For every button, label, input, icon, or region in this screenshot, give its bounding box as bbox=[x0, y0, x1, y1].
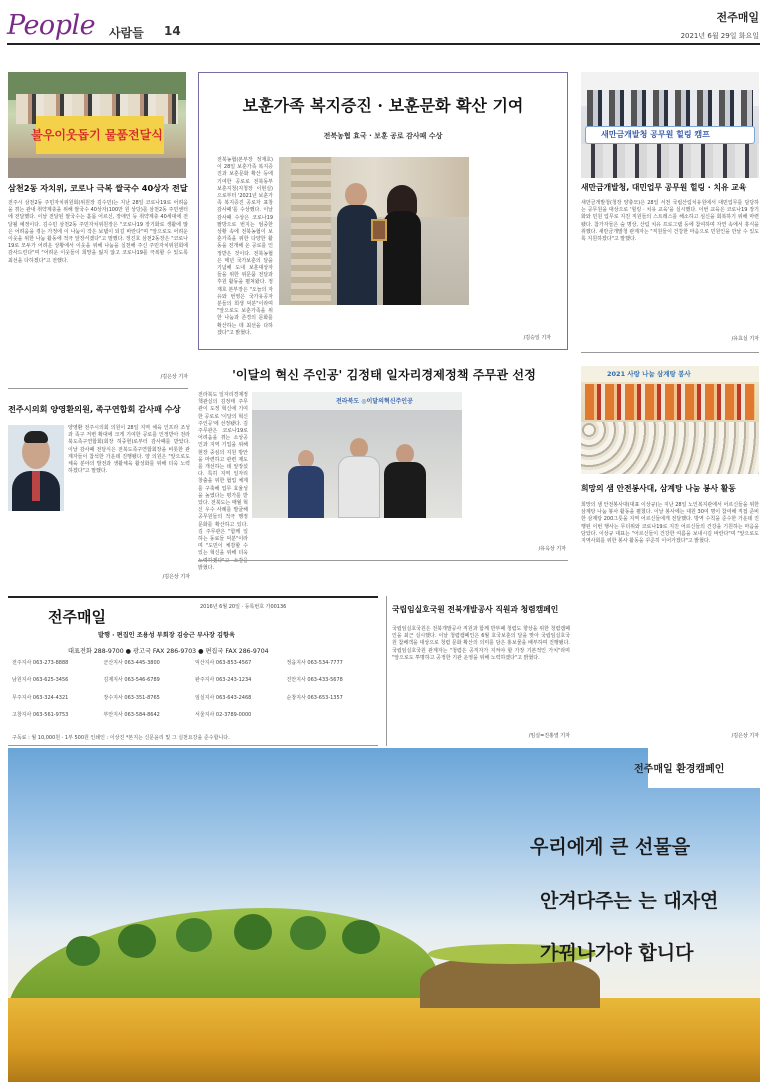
right-bottom-photo bbox=[581, 366, 759, 474]
left-mid-body: 양영환 전주시의회 의원이 28일 지역 체육 인프라 조성과 족구 저변 확대에 크게 기여한 공로를 인정받아 전라북도족구연합회(회장 허중현)로부터 감사패를 받았다. 이날 감사패 전달식은 전북도족구연합회장을 비롯한 관계자들이 참석한 가운데 진행됐다. 양 의원은 "앞으로도 체육 분야의 발전과 생활체육 활성화를 위해 더욱 노력하겠다"고 말했다. bbox=[68, 425, 190, 475]
office-entry: 군산지사 063-445-3800 bbox=[103, 660, 160, 666]
tree bbox=[290, 916, 326, 950]
campaign-line3: 가꿔나가야 합니다 bbox=[540, 942, 694, 964]
campaign-line1: 우리에게 큰 선물을 bbox=[530, 836, 691, 858]
divider bbox=[581, 352, 759, 353]
tree bbox=[176, 918, 212, 952]
office-entry: 임실지사 063-643-2468 bbox=[195, 694, 252, 701]
center-mid-photo bbox=[252, 392, 462, 518]
left-top-body: 전주시 삼천2동 주민자치위원회(위원장 김수민)는 지난 28일 코로나19로 어려움을 겪는 관내 취약계층을 위해 쌀국수 40상자(100만 원 상당)를 삼천2동 주민센터에 전달했다. 이날 전달된 쌀국수는 홀몸 어르신, 장애인 등 취약계층 40세대에 전달될 예정이다. 김수민 삼천2동 주민자치위원장은 "코로나19 장기화로 생활에 많은 어려움을 겪는 가정에 이 나눔이 작은 보탬이 되길 바란다"며 "앞으로도 어려운 이웃을 위한 나눔 활동에 적극 앞장서겠다"고 말했다. 정진호 삼천2동장은 "코로나19로 모두가 어려운 상황에서 이웃을 위해 나눔을 실천해 주신 주민자치위원회에 감사드린다"며 "어려운 이웃들이 희망을 잃지 않고 코로나19를 극복할 수 있도록 최선을 다하겠다"고 전했다. bbox=[8, 200, 188, 264]
office-entry: 김제지사 063-546-6789 bbox=[103, 677, 160, 684]
center-top-photo bbox=[279, 157, 469, 305]
center-mid-photo-banner: 전라북도 ◎이달의혁신주인공 bbox=[336, 398, 413, 405]
right-bottom-body: 희망의 샘 안전봉사대(대표 이상규)는 지난 28일 노인복지관에서 어르신들을 위한 삼계탕 나눔 봉사 활동을 펼쳤다. 이날 봉사에는 대원 30여 명이 참여해 직접 준비한 삼계탕 200그릇을 지역 어르신들에게 전달했다. 방역 수칙을 준수한 가운데 진행된 이번 행사는 무더위와 코로나19로 지친 어르신들의 건강을 기원하는 마음을 담았다. 이상규 대표는 "어르신들이 건강한 여름을 보내시길 바란다"며 "앞으로도 지역사회를 위한 봉사 활동을 꾸준히 이어가겠다"고 밝혔다. bbox=[581, 502, 759, 545]
left-top-byline: /김은상 기자 bbox=[160, 374, 188, 380]
right-bottom-byline: /김은상 기자 bbox=[731, 733, 759, 739]
center-top-box bbox=[198, 72, 568, 350]
office-entry: 고창지사 063-561-9753 bbox=[12, 711, 69, 718]
center-mid-headline: '이달의 혁신 주인공' 김정태 일자리경제정책 주무관 선정 bbox=[232, 368, 536, 382]
office-entry: 전주지사 063-273-8888 bbox=[12, 660, 69, 666]
center-bottom-body: 국립임실호국원은 전북개발공사 직원과 함께 반부패 청렴도 향상을 위한 청렴캠페인을 최근 실시했다. 이날 청렴캠페인은 6월 호국보훈의 달을 맞아 국립임실호국원 참배객을 대상으로 청렴 문화 확산의 의미를 담은 홍보물을 배부하며 진행됐다. 국립임실호국원 관계자는 "청렴은 공직자가 지켜야 할 가장 기본적인 가치"라며 "앞으로도 투명하고 공정한 기관 운영을 위해 노력하겠다"고 밝혔다. bbox=[392, 626, 570, 661]
masthead-line3: 대표전화 288-9700 ● 광고국 FAX 286-9703 ● 편집국 FAX 286-9704 bbox=[68, 648, 269, 655]
center-top-body: 전북농협(본부장 정재호)이 28일 보훈가족 복지증진과 보훈문화 확산 등에 기여한 공로로 전북동부보훈지청(지청장 이현실)으로부터 '2021년 보훈가족 복지증진 공로자 표창 감사패'를 수상했다. 이날 감사패 수상은 코로나19 팔방으로 번지는 엄중한 상황 속에 전북농협이 보훈가족을 위한 다양한 활동을 전개해 온 공로를 인정받은 것이다. 전북농협은 매년 국가보훈의 달을 기념해 도내 보훈대상자들을 위한 위문품 전달과 후원 활동을 펼쳐왔다. 정재호 본부장은 "오늘의 자유와 번영은 국가유공자 분들의 희생 덕분"이라며 "앞으로도 보훈가족을 위한 나눔과 존경의 문화를 확산하는 데 최선을 다하겠다"고 밝혔다. bbox=[217, 157, 273, 336]
office-entry: 순창지사 063-653-1357 bbox=[286, 694, 343, 701]
tree bbox=[342, 920, 380, 954]
masthead-box bbox=[8, 596, 378, 746]
left-mid-body-cont bbox=[8, 513, 190, 575]
right-top-headline: 새만금개발청, 대민업무 공무원 힐링 · 치유 교육 bbox=[581, 183, 747, 192]
center-mid-body-col3 bbox=[466, 392, 566, 518]
office-entry: 서울지사 02-3789-0000 bbox=[195, 711, 252, 718]
tree bbox=[66, 936, 100, 966]
center-mid-byline: /유옥상 기자 bbox=[538, 546, 566, 552]
paper-name: 전주매일 bbox=[716, 11, 759, 24]
office-entry: 무주지사 063-324-4321 bbox=[12, 694, 69, 701]
header bbox=[0, 0, 767, 48]
masthead-line2: 발행 · 편집인 조용성 부회장 김승근 부사장 김항욱 bbox=[98, 632, 235, 639]
header-date: 2021년 6월 29일 화요일 bbox=[680, 32, 759, 40]
left-mid-portrait bbox=[8, 425, 64, 511]
right-top-body: 새만금개발청(청장 양충모)은 28일 서천 국립산림치유원에서 대민업무를 담당하는 공무원을 대상으로 '힐링 · 치유 교육'을 실시했다. 이번 교육은 코로나19 장기화와 민원 업무로 지친 직원들의 스트레스를 해소하고 심신을 회복하기 위해 마련됐다. 참가자들은 숲 명상, 산림 치유 프로그램 등에 참여하며 자연 속에서 휴식을 취했다. 새만금개발청 관계자는 "직원들이 건강한 마음으로 민원인을 만날 수 있도록 지원하겠다"고 말했다. bbox=[581, 200, 759, 243]
left-top-photo bbox=[8, 72, 186, 178]
section-title-ko: 사람들 bbox=[109, 26, 144, 40]
masthead-offices bbox=[12, 660, 374, 728]
office-entry: 완주지사 063-243-1234 bbox=[195, 677, 252, 684]
center-top-subhead: 전북농협 효국 · 보훈 공로 감사패 수상 bbox=[323, 132, 443, 140]
center-top-headline: 보훈가족 복지증진 · 보훈문화 확산 기여 bbox=[242, 96, 524, 115]
page-number: 14 bbox=[164, 24, 181, 38]
office-entry: 부안지사 063-584-8642 bbox=[103, 711, 160, 718]
header-rule bbox=[7, 43, 760, 45]
masthead-footer: 구독료 : 월 10,000원 · 1부 500원 인쇄인 : 이상진 *본지는 신문윤리 및 그 실천요강을 준수합니다. bbox=[12, 735, 230, 741]
center-bottom-byline: /임실=진홍열 기자 bbox=[528, 733, 570, 739]
divider bbox=[198, 560, 568, 561]
tree bbox=[118, 924, 156, 958]
left-top-headline: 삼천2동 자치위, 코로나 극복 쌀국수 40상자 전달 bbox=[8, 183, 188, 193]
office-entry: 남원지사 063-625-3456 bbox=[12, 677, 69, 684]
divider bbox=[386, 596, 387, 746]
masthead-logo: 전주매일 bbox=[48, 608, 106, 626]
left-top-banner: 불우이웃돕기 물품전달식 bbox=[31, 128, 163, 142]
right-top-banner: 새만금개발청 공무원 힐링 캠프 bbox=[601, 130, 710, 139]
right-bottom-banner: 2021 사랑 나눔 삼계탕 봉사 bbox=[607, 370, 691, 378]
center-bottom-headline: 국립임실호국원 전북개발공사 직원과 청렴캠페인 bbox=[392, 605, 559, 614]
office-entry: 장수지사 063-351-8765 bbox=[103, 694, 160, 701]
campaign-image bbox=[8, 748, 760, 1082]
center-top-byline: /김승일 기자 bbox=[523, 335, 551, 341]
right-bottom-headline: 희망의 샘 안전봉사대, 삼계탕 나눔 봉사 활동 bbox=[581, 484, 736, 493]
section-title-en: People bbox=[7, 10, 96, 41]
office-entry: 진안지사 063-433-5678 bbox=[286, 677, 343, 684]
campaign-label: 전주매일 환경캠페인 bbox=[634, 764, 725, 775]
left-mid-headline: 전주시의회 양영환의원, 족구연합회 감사패 수상 bbox=[8, 404, 181, 414]
left-mid-byline: /김은상 기자 bbox=[162, 574, 190, 580]
tree bbox=[234, 914, 272, 950]
masthead-line1: 2016년 6월 20일 · 등록번호 가00136 bbox=[200, 604, 287, 610]
office-entry: 익산지사 063-853-4567 bbox=[195, 660, 252, 666]
center-top-body-col3 bbox=[475, 157, 551, 325]
right-top-byline: /유효실 기자 bbox=[731, 336, 759, 342]
divider bbox=[8, 388, 188, 389]
right-top-photo bbox=[581, 72, 759, 178]
office-entry: 정읍지사 063-534-7777 bbox=[286, 660, 343, 666]
campaign-line2: 안겨다주는 는 대자연 bbox=[540, 890, 719, 912]
center-mid-body: 전라북도 일자리경제정책관실의 김정태 주무관이 도정 혁신에 기여한 공로로 '이달의 혁신 주인공'에 선정됐다. 김 주무관은 코로나19로 어려움을 겪는 소상공인과 지역 기업을 위해 현장 중심의 지원 방안을 마련하고 관련 제도를 개선하는 데 앞장섰다. 특히 지역 일자리 창출을 위한 협업 체계를 구축해 업무 효율성을 높였다는 평가를 받았다. 전북도는 매월 혁신 우수 사례를 발굴해 공무원들의 적극 행정 문화를 확산하고 있다. 김 주무관은 "함께 일하는 동료들 덕분"이라며 "도민이 체감할 수 있는 혁신을 위해 더욱 밝혔다. bbox=[198, 392, 248, 571]
